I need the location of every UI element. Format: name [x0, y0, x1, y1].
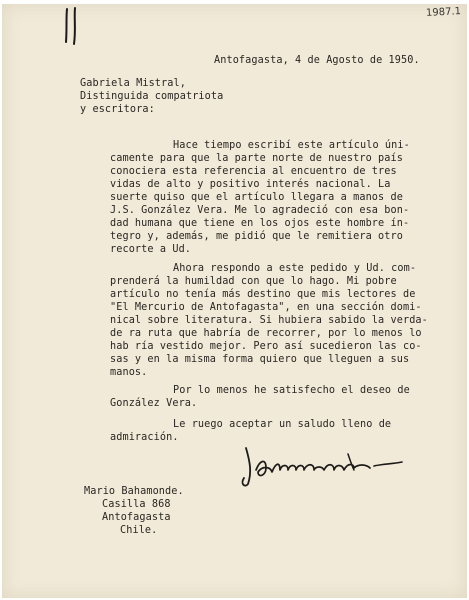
sender-line: Casilla 868: [102, 499, 171, 510]
body-line: sas y en la misma forma quiero que lleguen a sus: [110, 354, 410, 365]
closing-line: admiración.: [110, 432, 179, 443]
recipient-line: Gabriela Mistral,: [80, 78, 186, 89]
body-line: Por lo menos he satisfecho el deseo de: [173, 385, 410, 396]
body-line: recorte a Ud.: [110, 244, 192, 255]
place-date: Antofagasta, 4 de Agosto de 1950.: [214, 55, 420, 66]
handwritten-signature: [236, 440, 406, 492]
recipient-line: Distinguida compatriota: [80, 91, 224, 102]
body-line: J.S. González Vera. Me lo agradeció con esa bon-: [110, 205, 410, 216]
closing-line: Le ruego aceptar un saludo lleno de: [173, 419, 392, 430]
body-line: de ra ruta que habría de recorrer, por lo menos lo: [110, 328, 422, 339]
recipient-line: y escritora:: [80, 104, 155, 115]
body-line: artículo no tenía más destino que mis lectores de: [110, 289, 416, 300]
body-line: conociera esta referencia al encuentro de tres: [110, 166, 397, 177]
body-line: "El Mercurio de Antofagasta", en una sección domi-: [110, 302, 422, 313]
handwritten-mark: [62, 6, 82, 46]
body-line: González Vera.: [110, 398, 198, 409]
body-line: camente para que la parte norte de nuestro país: [110, 153, 403, 164]
body-line: hab ría vestido mejor. Pero así sucedieron las co-: [110, 341, 422, 352]
body-line: dad humana que tiene en los ojos este hombre ín-: [110, 218, 410, 229]
sender-line: Mario Bahamonde.: [84, 486, 184, 497]
body-line: vidas de alto y positivo interés nacional. La: [110, 179, 391, 190]
body-line: suerte quiso que el artículo llegara a manos de: [110, 192, 403, 203]
sender-line: Antofagasta: [102, 512, 171, 523]
archive-number: 1987.1: [425, 6, 462, 19]
body-line: manos.: [110, 367, 148, 378]
body-line: nical sobre literatura. Si hubiera sabido la verda-: [110, 315, 428, 326]
body-line: Ahora respondo a este pedido y Ud. com-: [173, 263, 417, 274]
sender-line: Chile.: [120, 525, 158, 536]
body-line: Hace tiempo escribí este artículo úni-: [173, 140, 410, 151]
body-line: prenderá la humildad con que lo hago. Mi pobre: [110, 276, 397, 287]
body-line: tegro y, además, me pidió que le remitiera otro: [110, 231, 403, 242]
